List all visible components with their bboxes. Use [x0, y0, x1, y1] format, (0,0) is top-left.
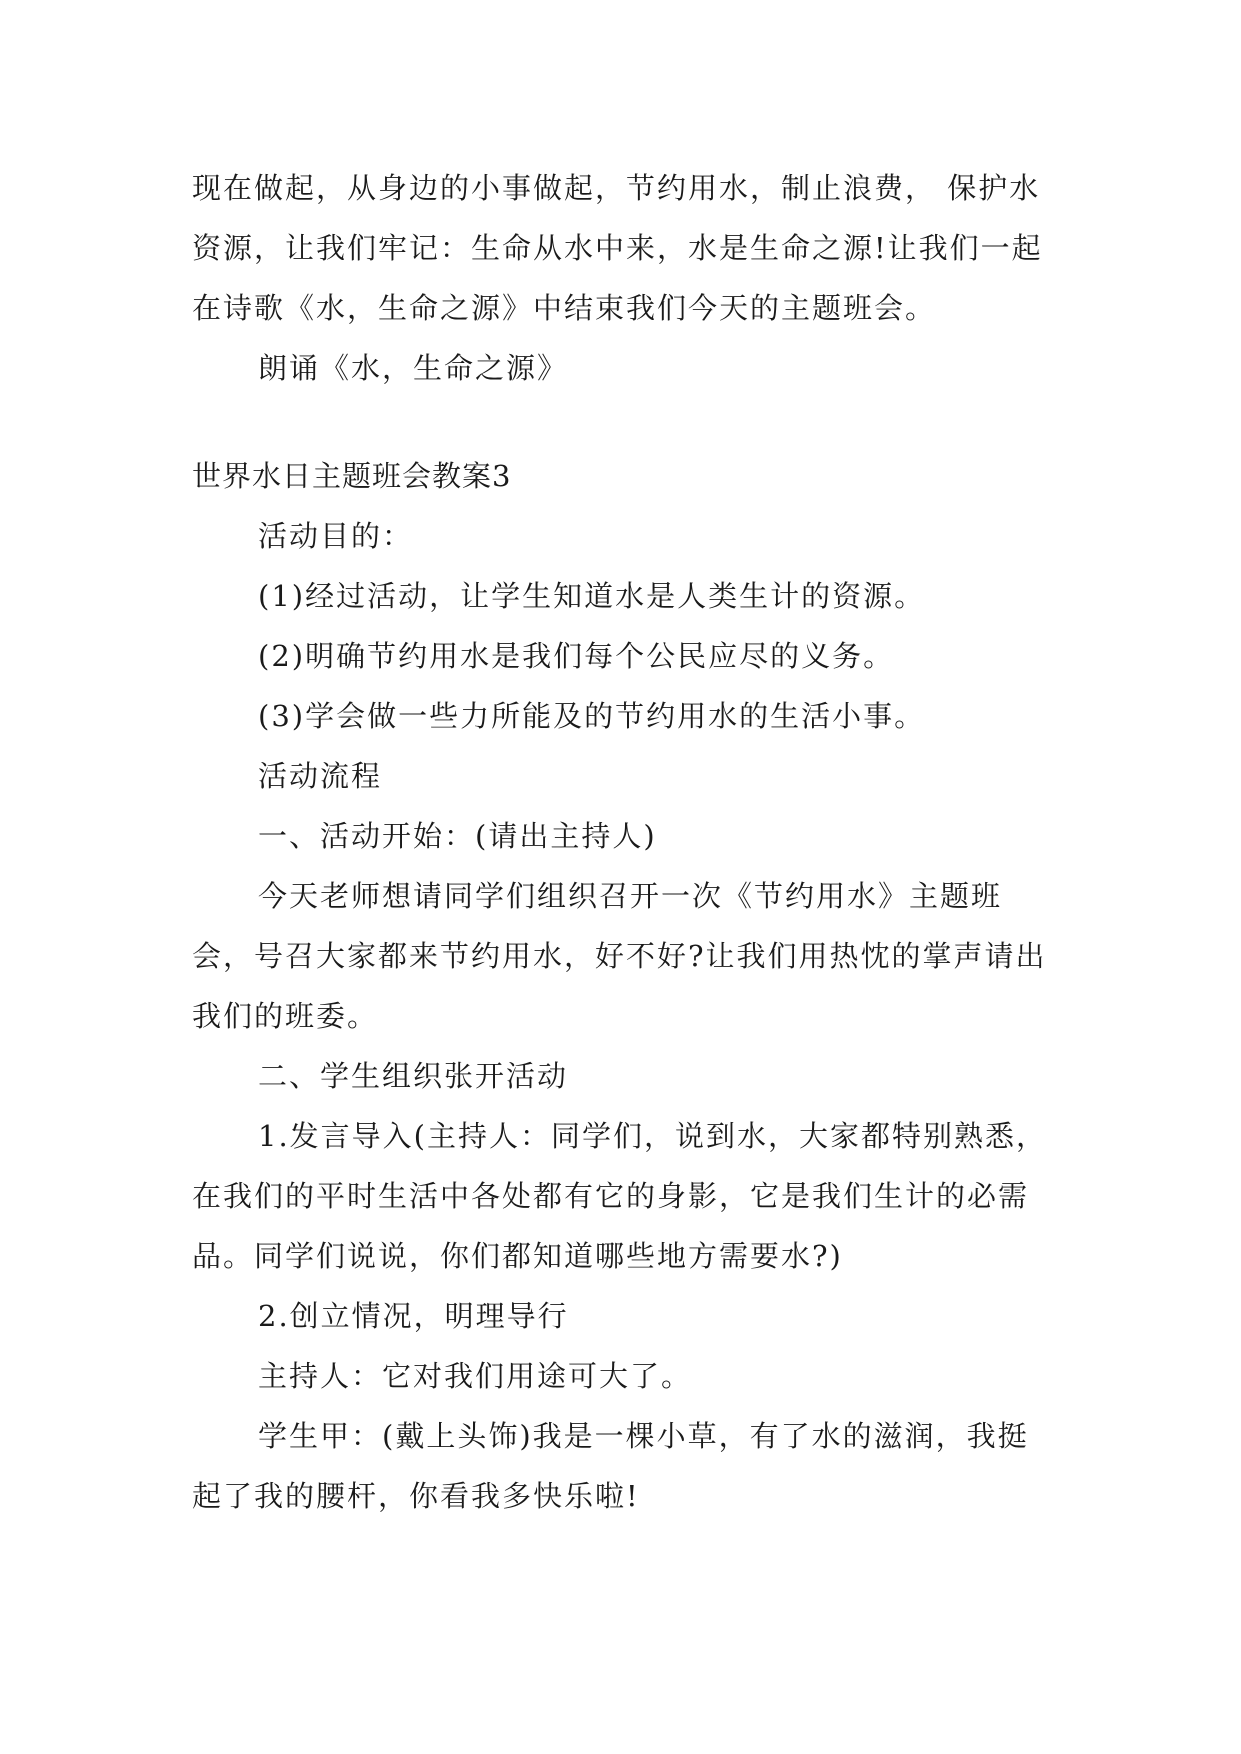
section-title: 世界水日主题班会教案3	[192, 459, 512, 493]
document-body	[192, 158, 1052, 1526]
goal-item: (2)明确节约用水是我们每个公民应尽的义务。	[258, 639, 895, 673]
recital-line: 朗诵《水，生命之源》	[258, 351, 569, 385]
section-spacer	[192, 398, 1052, 446]
flow-label: 活动流程	[258, 759, 383, 793]
goal-item: (1)经过活动，让学生知道水是人类生计的资源。	[258, 579, 926, 613]
goals-label: 活动目的：	[258, 519, 414, 553]
host-line: 主持人：它对我们用途可大了。	[258, 1359, 693, 1393]
closing-paragraph: 现在做起，从身边的小事做起，节约用水，制止浪费， 保护水资源，让我们牢记：生命从水中来，水是生命之源!让我们一起在诗歌《水，生命之源》中结束我们今天的主题班会。	[192, 171, 1043, 325]
step1-paragraph: 今天老师想请同学们组织召开一次《节约用水》主题班会，号召大家都来节约用水，好不好?让我们用热忱的掌声请出我们的班委。	[192, 879, 1047, 1033]
step1-title: 一、活动开始：(请出主持人)	[258, 819, 657, 853]
goal-item: (3)学会做一些力所能及的节约用水的生活小事。	[258, 699, 926, 733]
student-line: 学生甲：(戴上头饰)我是一棵小草，有了水的滋润，我挺起了我的腰杆，你看我多快乐啦!	[192, 1419, 1029, 1513]
step2-title: 二、学生组织张开活动	[258, 1059, 569, 1093]
item2-title: 2.创立情况，明理导行	[258, 1299, 569, 1333]
item1-paragraph: 1.发言导入(主持人：同学们，说到水，大家都特别熟悉，在我们的平时生活中各处都有它的身影，它是我们生计的必需品。同学们说说，你们都知道哪些地方需要水?)	[192, 1119, 1047, 1273]
